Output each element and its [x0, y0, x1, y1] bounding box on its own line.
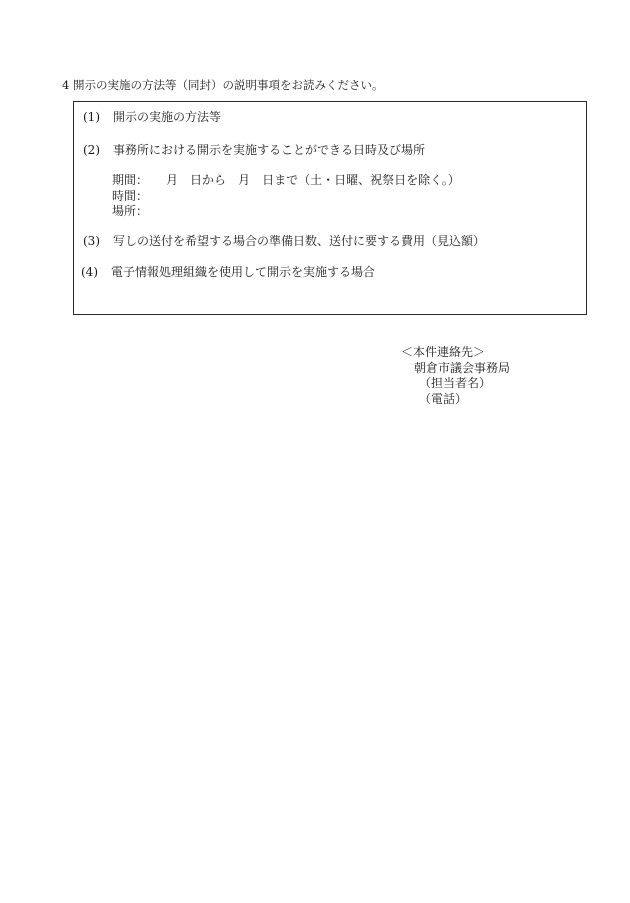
month-from-label: 月 — [166, 173, 179, 187]
contact-title: ＜本件連絡先＞ — [401, 345, 486, 359]
item-number: (3) — [83, 234, 100, 248]
contact-office: 朝倉市議会事務局 — [414, 360, 511, 375]
contact-block — [401, 346, 510, 408]
item-number: (4) — [81, 265, 98, 279]
item-text: 写しの送付を希望する場合の準備日数、送付に要する費用（見込額） — [113, 234, 486, 248]
period-line — [112, 174, 460, 186]
time-label: 時間： — [112, 189, 149, 203]
disclosure-info-box — [73, 101, 587, 315]
item-number: (2) — [83, 143, 100, 157]
place-label: 場所： — [112, 204, 149, 218]
list-item — [83, 235, 485, 247]
list-item — [81, 266, 375, 278]
period-label: 期間： — [112, 173, 149, 187]
item-text: 開示の実施の方法等 — [113, 110, 222, 124]
list-item — [83, 144, 425, 156]
contact-person: （担当者名） — [419, 376, 492, 390]
item-number: (1) — [83, 110, 100, 124]
day-from-label: 日から — [190, 173, 227, 187]
section-heading: 4 開示の実施の方法等（同封）の説明事項をお読みください。 — [62, 78, 384, 92]
item-text: 事務所における開示を実施することができる日時及び場所 — [113, 143, 426, 157]
list-item — [83, 111, 221, 123]
day-to-label: 日まで（土・日曜、祝祭日を除く。） — [262, 173, 460, 187]
item-text: 電子情報処理組織を使用して開示を実施する場合 — [111, 265, 376, 279]
month-to-label: 月 — [238, 173, 251, 187]
contact-phone: （電話） — [419, 391, 468, 406]
